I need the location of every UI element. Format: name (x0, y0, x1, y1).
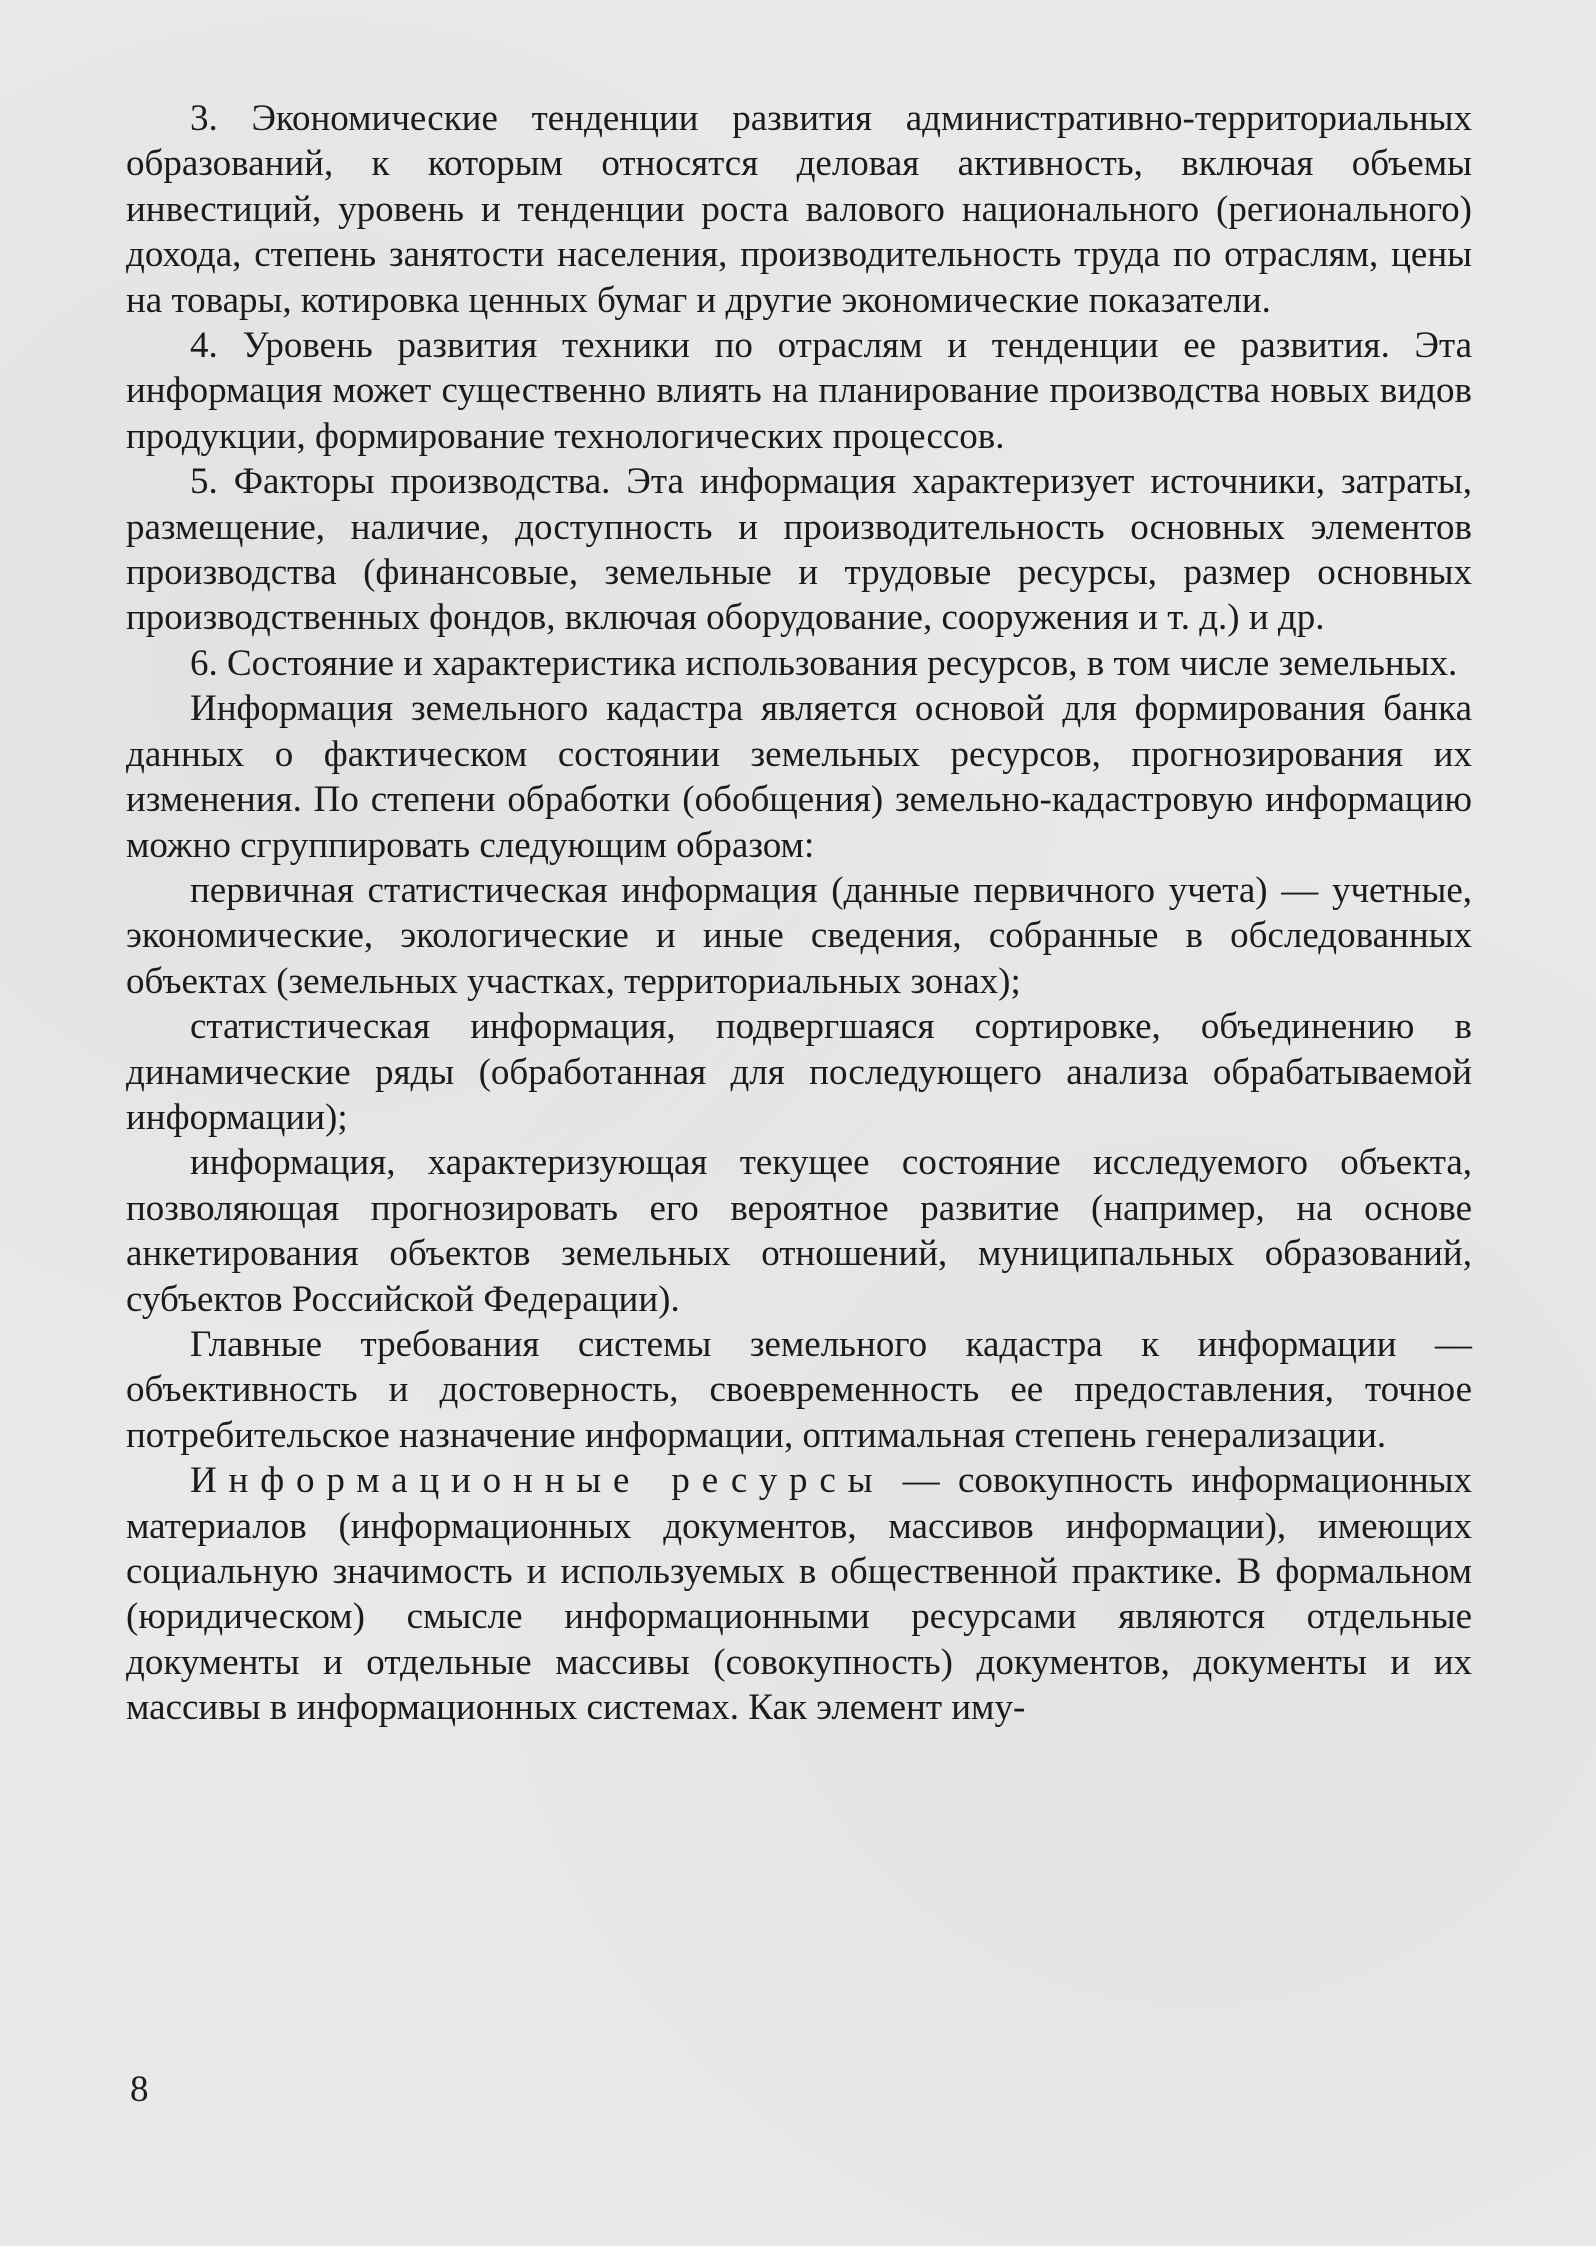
page-number: 8 (130, 2069, 149, 2110)
paragraph-information-resources (126, 1458, 1472, 1730)
definition-information-resources: — совокупность информационных материалов (информационных документов, массивов информации), имеющих социальную значимость и используемых в общественной практике. В формальном (юридическом) смысле информационными ресурсами являются отдельные документы и отдельные массивы (совокупность) документов, документы и их массивы в информационных системах. Как элемент иму- (126, 1460, 1473, 1729)
paragraph-main-requirements: Главные требования системы земельного кадастра к информации — объективность и достоверность, своевременность ее предоставления, точное потребительское назначение информации, оптимальная степень генерализации. (126, 1323, 1472, 1456)
list-item-primary-statistics: первичная статистическая информация (данные первичного учета) — учетные, экономические, экологические и иные сведения, собранные в обследованных объектах (земельных участках, территориальных зонах); (126, 869, 1472, 1002)
list-item-current-state-information: информация, характеризующая текущее состояние исследуемого объекта, позволяющая прогнозировать его вероятное развитие (например, на основе анкетирования объектов земельных отношений, муниципальных образований, субъектов Российской Федерации). (126, 1142, 1472, 1320)
paragraph-production-factors: 5. Факторы производства. Эта информация характеризует источники, затраты, размещение, наличие, доступность и производительность основных элементов производства (финансовые, земельные и трудовые ресурсы, размер основных производственных фондов, включая оборудование, сооружения и т. д.) и др. (126, 461, 1472, 639)
paragraph-technology-level: 4. Уровень развития техники по отраслям и тенденции ее развития. Эта информация может существенно влиять на планирование производства новых видов продукции, формирование технологических процессов. (126, 325, 1472, 457)
paragraph-cadastre-information: Информация земельного кадастра является основой для формирования банка данных о фактическом состоянии земельных ресурсов, прогнозирования их изменения. По степени обработки (обобщения) земельно-кадастровую информацию можно сгруппировать следующим образом: (126, 688, 1472, 866)
paragraph-resource-use: 6. Состояние и характеристика использования ресурсов, в том числе земельных. (190, 642, 1458, 684)
term-information-resources: Информационные ресурсы (190, 1460, 885, 1502)
body-text (126, 96, 1472, 1731)
list-item-processed-statistics: статистическая информация, подвергшаяся сортировке, объединению в динамические ряды (обработанная для последующего анализа обрабатываемой информации); (126, 1006, 1472, 1138)
paragraph-economic-trends: 3. Экономические тенденции развития административно-территориальных образований, к которым относятся деловая активность, включая объемы инвестиций, уровень и тенденции роста валового национального (регионального) дохода, степень занятости населения, производительность труда по отраслям, цены на товары, котировка ценных бумаг и другие экономические показатели. (126, 98, 1472, 321)
